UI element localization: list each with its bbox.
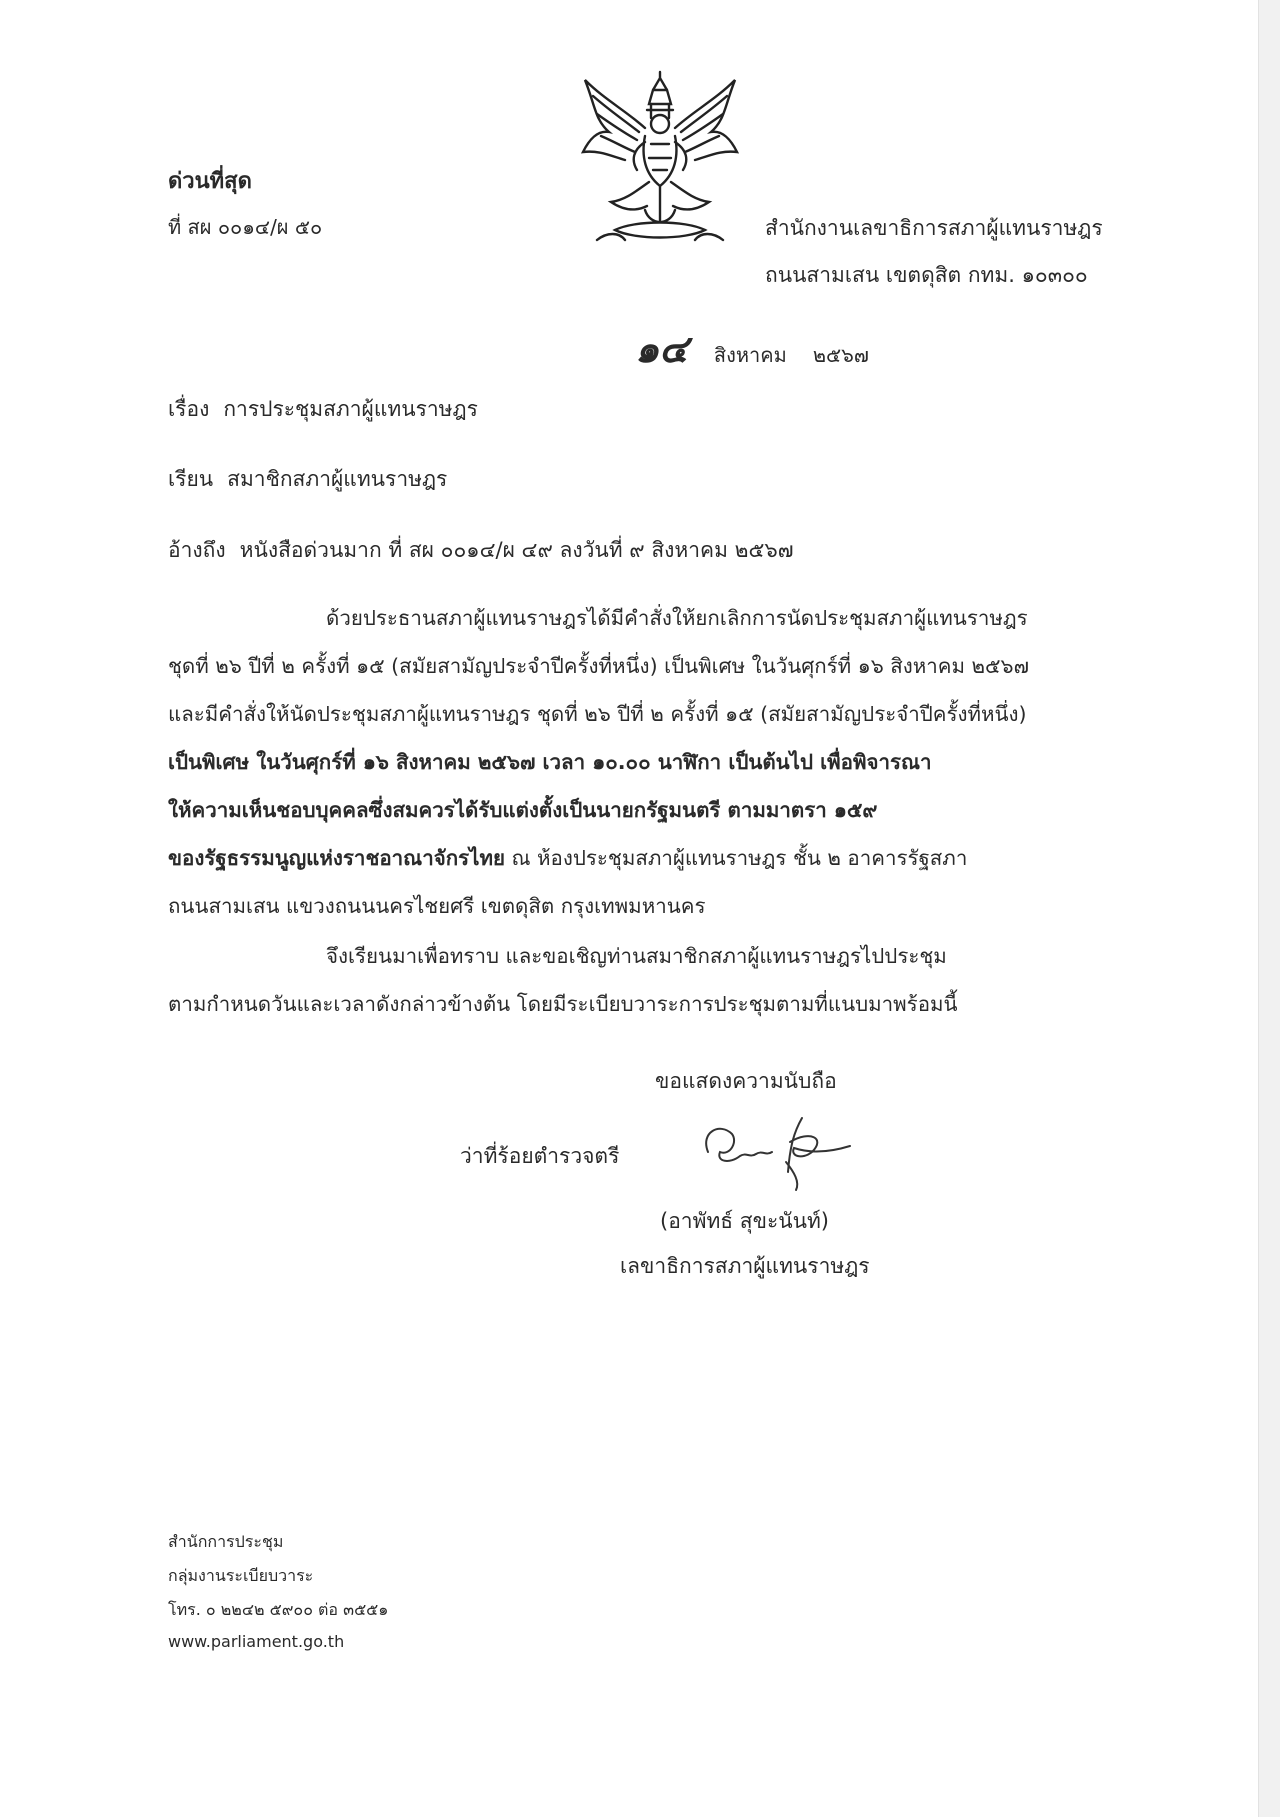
paragraph-line xyxy=(168,834,1158,882)
urgency-label: ด่วนที่สุด xyxy=(168,169,252,194)
office-address: ถนนสามเสน เขตดุสิต กทม. ๑๐๓๐๐ xyxy=(765,263,1088,287)
constitution-text: ของรัฐธรรมนูญแห่งราชอาณาจักรไทย xyxy=(168,846,505,870)
closing-phrase: ขอแสดงความนับถือ xyxy=(655,1069,837,1093)
subject-label: เรื่อง xyxy=(168,397,210,421)
venue-text: ณ ห้องประชุมสภาผู้แทนราษฎร ชั้น ๒ อาคารรัฐสภา xyxy=(504,846,968,870)
office-name: สำนักงานเลขาธิการสภาผู้แทนราษฎร xyxy=(765,216,1103,240)
subject-line xyxy=(168,393,478,426)
addressee-text: สมาชิกสภาผู้แทนราษฎร xyxy=(227,467,448,491)
date-day: ๑๔ xyxy=(635,326,688,371)
paragraph-line: ให้ความเห็นชอบบุคคลซึ่งสมควรได้รับแต่งตั้งเป็นนายกรัฐมนตรี ตามมาตรา ๑๕๙ xyxy=(168,798,878,822)
paragraph-line: ชุดที่ ๒๖ ปีที่ ๒ ครั้งที่ ๑๕ (สมัยสามัญประจำปีครั้งที่หนึ่ง) เป็นพิเศษ ในวันศุกร์ที่ ๑๖ สิงหาคม ๒๕๖๗ xyxy=(168,654,1029,678)
letter-date xyxy=(635,318,869,379)
paragraph-line: ด้วยประธานสภาผู้แทนราษฎรได้มีคำสั่งให้ยกเลิกการนัดประชุมสภาผู้แทนราษฎร xyxy=(326,606,1028,630)
subject-text: การประชุมสภาผู้แทนราษฎร xyxy=(223,397,478,421)
paragraph-line: ตามกำหนดวันและเวลาดังกล่าวข้างต้น โดยมีระเบียบวาระการประชุมตามที่แนบมาพร้อมนี้ xyxy=(168,992,958,1016)
date-year: ๒๕๖๗ xyxy=(812,343,869,367)
paragraph-line: จึงเรียนมาเพื่อทราบ และขอเชิญท่านสมาชิกสภาผู้แทนราษฎรไปประชุม xyxy=(326,944,947,968)
paragraph-line: เป็นพิเศษ ในวันศุกร์ที่ ๑๖ สิงหาคม ๒๕๖๗ เวลา ๑๐.๐๐ นาฬิกา เป็นต้นไป เพื่อพิจารณา xyxy=(168,750,932,774)
signatory-title: เลขาธิการสภาผู้แทนราษฎร xyxy=(620,1254,870,1278)
addressee-line xyxy=(168,463,447,496)
date-month: สิงหาคม xyxy=(713,343,787,367)
paragraph-line: และมีคำสั่งให้นัดประชุมสภาผู้แทนราษฎร ชุดที่ ๒๖ ปีที่ ๒ ครั้งที่ ๑๕ (สมัยสามัญประจำปีครั้งที่หนึ่ง) xyxy=(168,702,1027,726)
footer-phone: โทร. ๐ ๒๒๔๒ ๕๙๐๐ ต่อ ๓๕๕๑ xyxy=(168,1600,389,1619)
signatory-rank: ว่าที่ร้อยตำรวจตรี xyxy=(460,1144,620,1168)
reference-text: หนังสือด่วนมาก ที่ สผ ๐๐๑๔/ผ ๔๙ ลงวันที่ ๙ สิงหาคม ๒๕๖๗ xyxy=(239,538,794,562)
reference-number: ที่ สผ ๐๐๑๔/ผ ๕๐ xyxy=(168,215,323,239)
body-paragraph-1 xyxy=(168,594,1158,930)
footer-website: www.parliament.go.th xyxy=(168,1632,345,1651)
viewer-side-strip xyxy=(1258,0,1280,1817)
reference-line xyxy=(168,534,794,567)
footer-group: กลุ่มงานระเบียบวาระ xyxy=(168,1566,314,1585)
signatory-name: (อาพัทธ์ สุขะนันท์) xyxy=(660,1209,829,1233)
garuda-emblem xyxy=(575,70,745,250)
addressee-label: เรียน xyxy=(168,467,214,491)
reference-label: อ้างถึง xyxy=(168,538,226,562)
handwritten-signature xyxy=(690,1112,875,1194)
footer-department: สำนักการประชุม xyxy=(168,1532,284,1551)
paragraph-line: ถนนสามเสน แขวงถนนนครไชยศรี เขตดุสิต กรุงเทพมหานคร xyxy=(168,894,706,918)
body-paragraph-2 xyxy=(168,932,1158,1028)
